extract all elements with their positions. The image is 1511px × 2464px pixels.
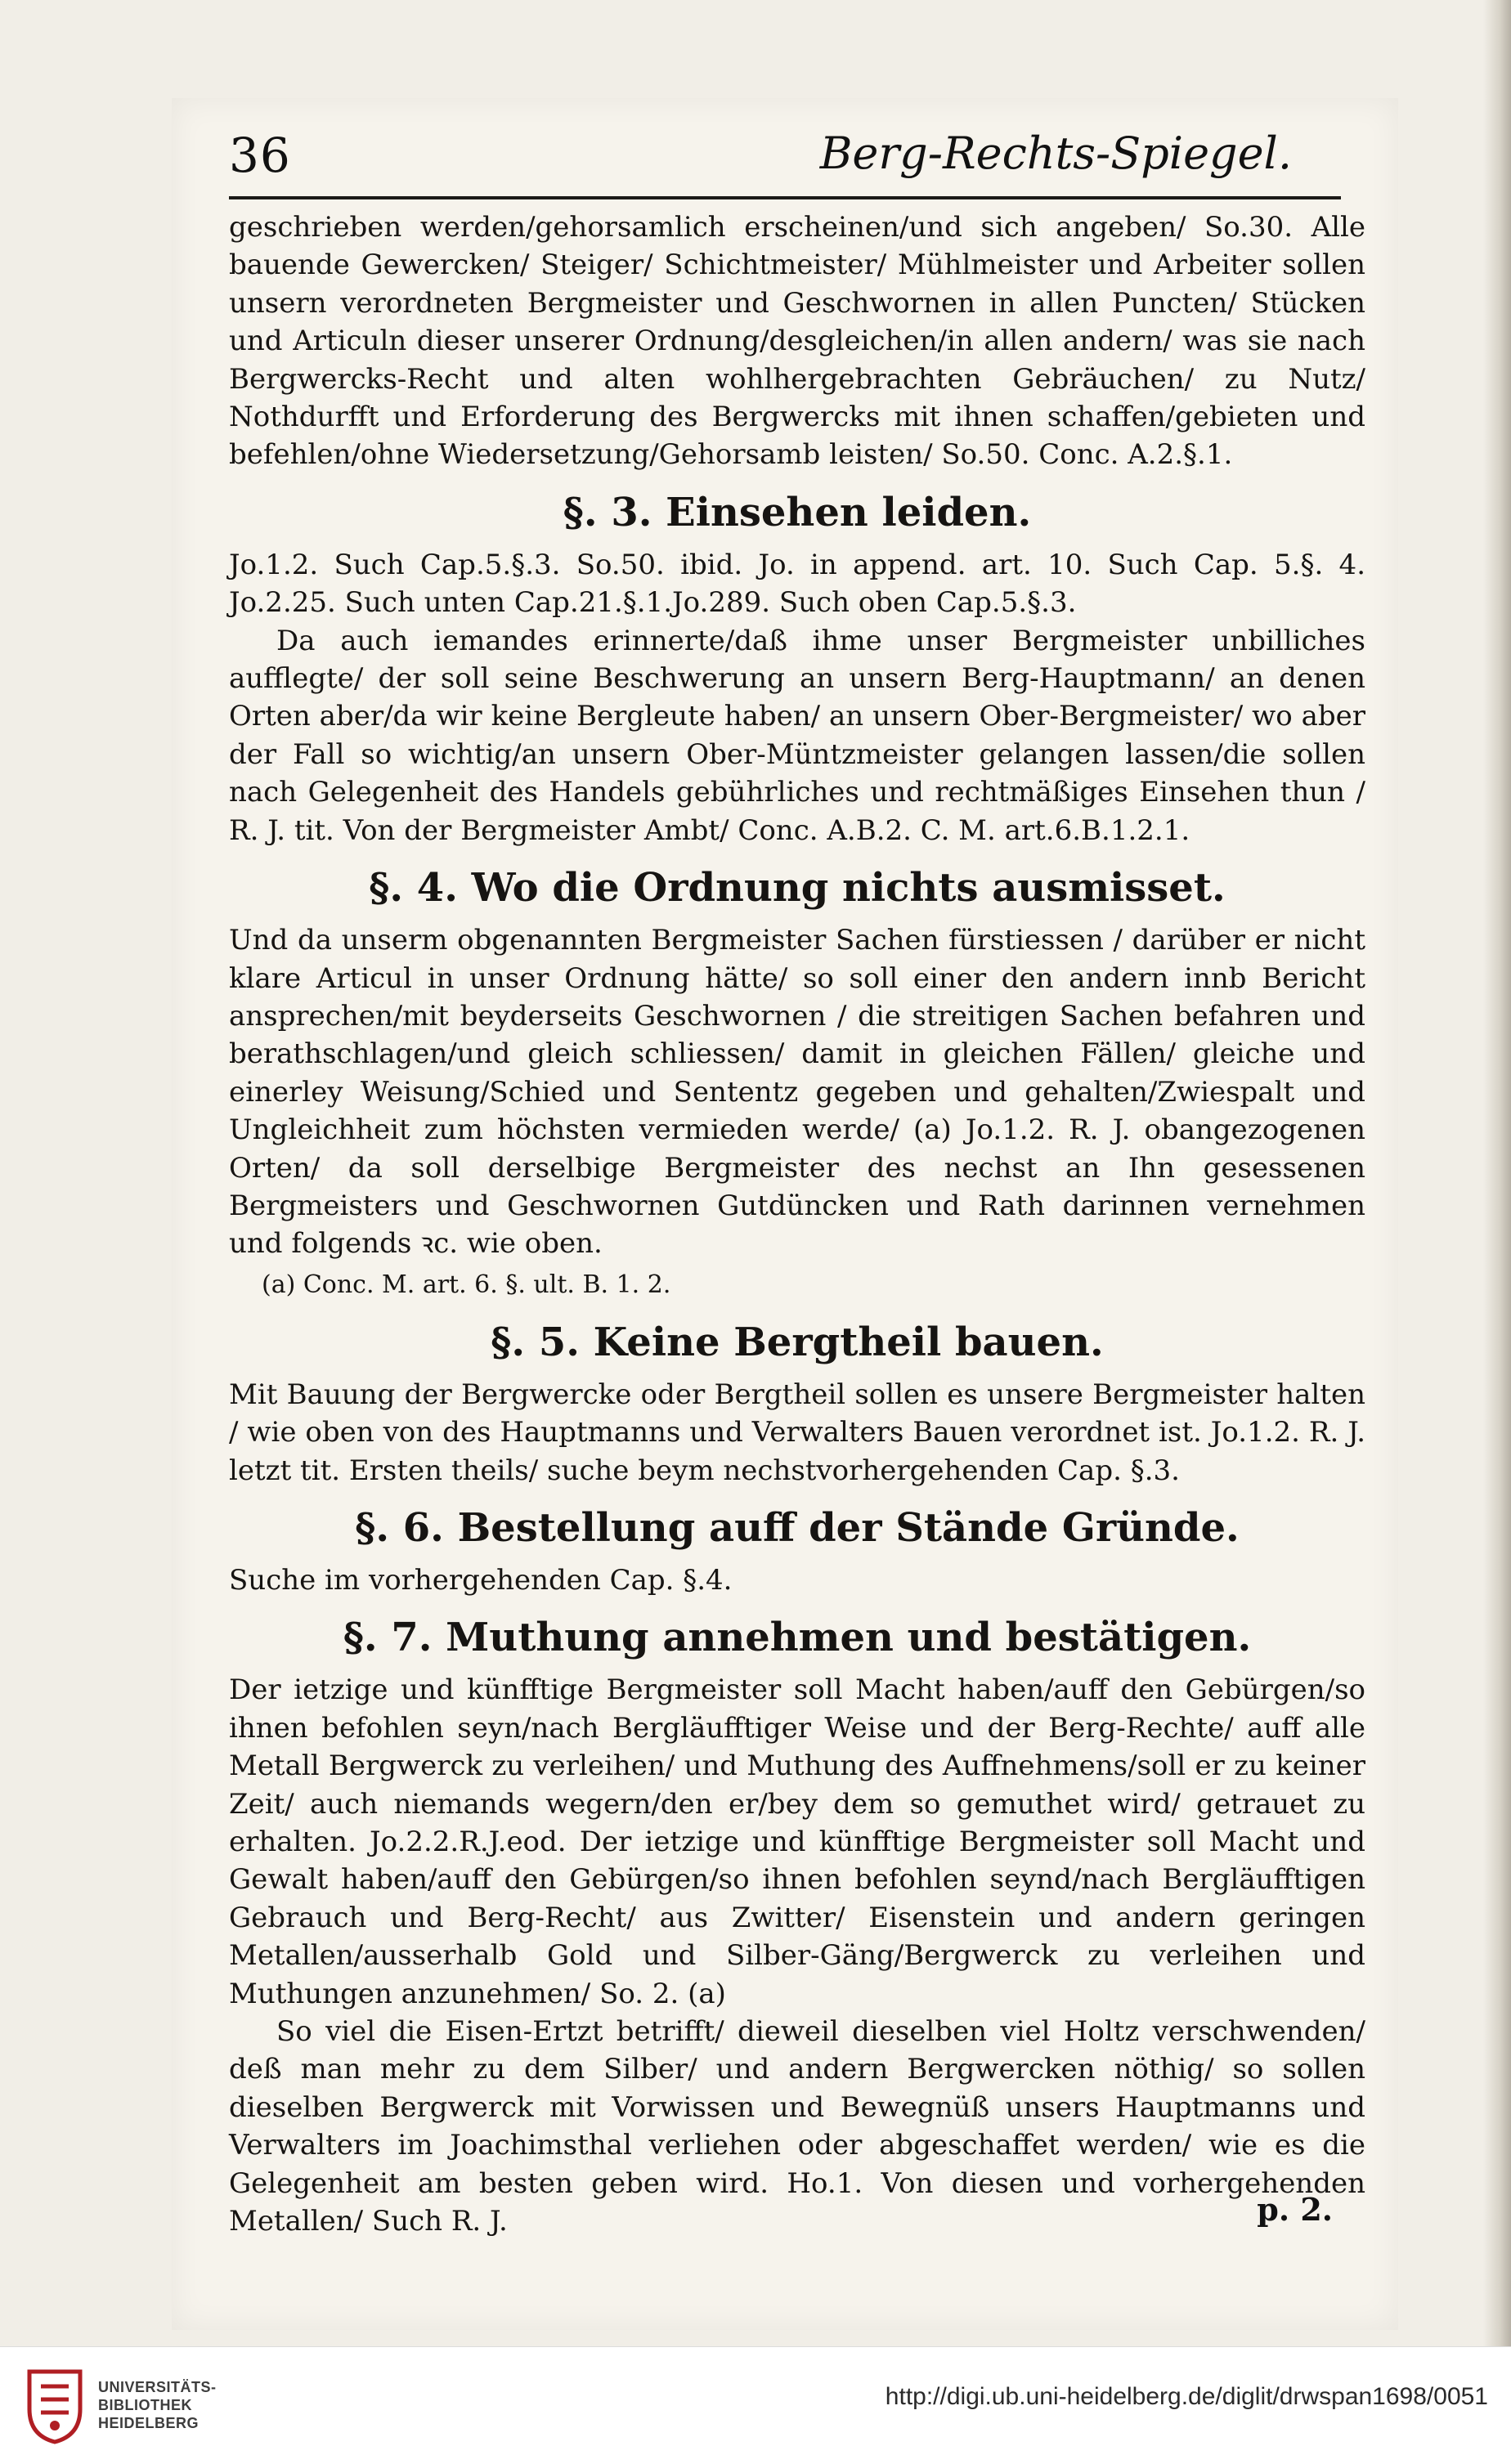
document-url-link[interactable]: http://digi.ub.uni-heidelberg.de/diglit/drwspan1698/0051 bbox=[885, 2383, 1488, 2410]
paragraph-3: Da auch iemandes erinnerte/daß ihme unser Bergmeister unbilliches aufflegte/ der soll seine Beschwerung an unsern Berg-Hauptmann/ an denen Orten aber/da wir keine Bergleute haben/ an unsern Ober-Bergmeister/ wo aber der Fall so wichtig/an unsern Ober-Müntzmeister gelangen lassen/die sollen nach Gelegenheit des Handels gebührliches und rechtmäßiges Einsehen thun / R. J. tit. Von der Bergmeister Ambt/ Conc. A.B.2. C. M. art.6.B.1.2.1. bbox=[229, 624, 1365, 847]
running-head: Berg-Rechts-Spiegel. bbox=[819, 128, 1292, 179]
section-heading-4: §. 4. Wo die Ordnung nichts ausmisset. bbox=[369, 865, 1226, 912]
viewer-footer bbox=[0, 2346, 1511, 2464]
footnote-4: (a) Conc. M. art. 6. §. ult. B. 1. 2. bbox=[262, 1270, 671, 1299]
paragraph-7: Der ietzige und künfftige Bergmeister soll Macht haben/auff den Gebürgen/so ihnen befohlen seyn/nach Bergläufftiger Weise und der Berg-Rechte/ auff alle Metall Bergwerck zu verleihen/ und Muthung des Auffnehmens/soll er zu keiner Zeit/ auch niemands wegern/den er/bey dem so gemuthet wird/ getrauet zu erhalten. Jo.2.2.R.J.eod. Der ietzige und künfftige Bergmeister soll Macht und Gewalt haben/auff den Gebürgen/so ihnen befohlen seynd/nach Bergläufftigen Gebrauch und Berg-Recht/ aus Zwitter/ Eisenstein und andern geringen Metallen/ausserhalb Gold und Silber-Gäng/Bergwerck zu verleihen und Muthungen anzunehmen/ So. 2. (a) bbox=[229, 1673, 1365, 2010]
references-3: Jo.1.2. Such Cap.5.§.3. So.50. ibid. Jo. in append. art. 10. Such Cap. 5.§. 4. Jo.2.25. Such unten Cap.21.§.1.Jo.289. Such oben Cap.5.§.3. bbox=[229, 548, 1365, 620]
paragraph-5: Mit Bauung der Bergwercke oder Bergtheil sollen es unsere Bergmeister halten / wie oben von des Hauptmanns und Verwalters Bauen verordnet ist. Jo.1.2. R. J. letzt tit. Ersten theils/ suche beym nechstvorhergehenden Cap. §.3. bbox=[229, 1378, 1365, 1487]
book-page bbox=[172, 98, 1398, 2330]
page-header bbox=[229, 123, 1341, 199]
library-name bbox=[98, 2378, 262, 2432]
section-heading-6: §. 6. Bestellung auff der Stände Gründe. bbox=[355, 1504, 1240, 1551]
library-name-line-2: BIBLIOTHEK bbox=[98, 2397, 192, 2413]
library-logo[interactable] bbox=[23, 2367, 260, 2445]
section-heading-5: §. 5. Keine Bergtheil bauen. bbox=[491, 1319, 1104, 1365]
page-body bbox=[229, 208, 1365, 2240]
page-edge bbox=[1483, 0, 1511, 2346]
library-seal-icon bbox=[23, 2367, 87, 2445]
section-heading-7: §. 7. Muthung annehmen und bestätigen. bbox=[343, 1615, 1252, 1661]
paragraph-8: So viel die Eisen-Ertzt betrifft/ dieweil dieselben viel Holtz verschwenden/ deß man mehr zu dem Silber/ und andern Bergwercken nöthig/ so sollen dieselben Bergwerck mit Vorwissen und Bewegnüß unsers Hauptmanns und Verwalters im Joachimsthal verliehen oder abgeschaffet werden/ wie es die Gelegenheit am besten geben wird. Ho.1. Von diesen und vorhergehenden Metallen/ Such R. J. bbox=[229, 2015, 1365, 2238]
library-name-line-1: UNIVERSITÄTS- bbox=[98, 2379, 217, 2395]
catchword: p. 2. bbox=[1257, 2191, 1333, 2228]
page-number: 36 bbox=[229, 128, 291, 183]
paragraph-6: Suche im vorhergehenden Cap. §.4. bbox=[229, 1563, 733, 1597]
section-heading-3: §. 3. Einsehen leiden. bbox=[563, 489, 1032, 535]
paragraph-4: Und da unserm obgenannten Bergmeister Sachen fürstiessen / darüber er nicht klare Articul in unser Ordnung hätte/ so soll einer den andern innb Bericht ansprechen/mit beyderseits Geschwornen / die streitigen Sachen befahren und berathschlagen/und gleich schliessen/ damit in gleichen Fällen/ gleiche und einerley Weisung/Schied und Sententz gegeben und gehalten/Zwiespalt und Ungleichheit zum höchsten vermieden werde/ (a) Jo.1.2. R. J. obangezogenen Orten/ da soll derselbige Bergmeister des nechst an Ihn gesessenen Bergmeisters und Geschwornen Gutdüncken und Rath darinnen vernehmen und folgends ꝛc. wie oben. bbox=[229, 924, 1365, 1261]
paragraph-continuation: geschrieben werden/gehorsamlich erscheinen/und sich angeben/ So.30. Alle bauende Gewercken/ Steiger/ Schichtmeister/ Mühlmeister und Arbeiter sollen unsern verordneten Bergmeister und Geschwornen in allen Puncten/ Stücken und Articuln dieser unserer Ordnung/desgleichen/in allen andern/ was sie nach Bergwercks-Recht und alten wohlhergebrachten Gebräuchen/ zu Nutz/ Nothdurfft und Erforderung des Bergwercks mit ihnen schaffen/gebieten und befehlen/ohne Wiedersetzung/Gehorsamb leisten/ So.50. Conc. A.2.§.1. bbox=[229, 211, 1365, 472]
library-name-line-3: HEIDELBERG bbox=[98, 2415, 200, 2431]
